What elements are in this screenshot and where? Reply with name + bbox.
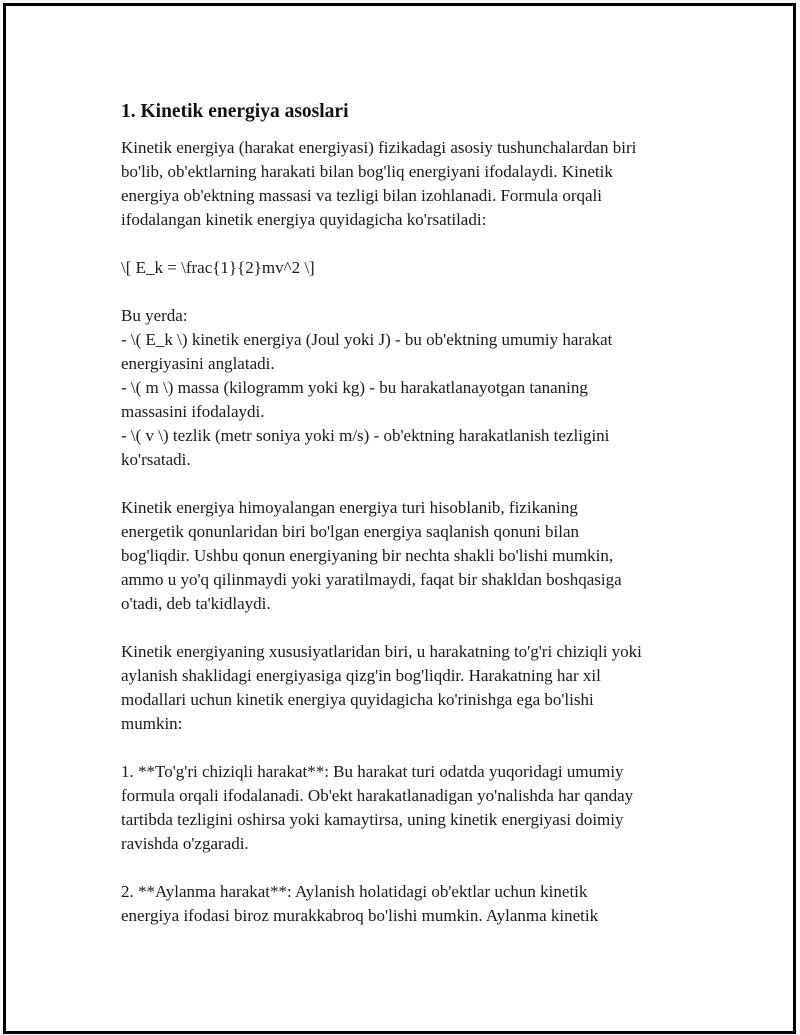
- text-line: formula orqali ifodalanadi. Ob'ekt harakatlanadigan yo'nalishda har qanday: [121, 786, 634, 805]
- text-line: bo'lib, ob'ektlarning harakati bilan bog'liq energiyani ifodalaydi. Kinetik: [121, 162, 613, 181]
- text-line: 2. **Aylanma harakat**: Aylanish holatidagi ob'ektlar uchun kinetik: [121, 882, 588, 901]
- paragraph-conservation: [121, 496, 701, 616]
- paragraph-properties: [121, 640, 701, 736]
- paragraph-definitions: [121, 304, 701, 472]
- formula-text: \[ E_k = \frac{1}{2}mv^2 \]: [121, 258, 315, 277]
- text-line: bog'liqdir. Ushbu qonun energiyaning bir nechta shakli bo'lishi mumkin,: [121, 546, 614, 565]
- list-item-rotational: [121, 880, 701, 928]
- text-line: Bu yerda:: [121, 306, 188, 325]
- text-line: aylanish shaklidagi energiyasiga qizg'in bog'liqdir. Harakatning har xil: [121, 666, 601, 685]
- list-item-linear: [121, 760, 701, 856]
- text-line: Kinetik energiya himoyalangan energiya turi hisoblanib, fizikaning: [121, 498, 578, 517]
- section-heading: 1. Kinetik energiya asoslari: [121, 101, 349, 122]
- text-line: modallari uchun kinetik energiya quyidagicha ko'rinishga ega bo'lishi: [121, 690, 594, 709]
- text-line: - \( v \) tezlik (metr soniya yoki m/s) - ob'ektning harakatlanish tezligini: [121, 426, 610, 445]
- text-line: Kinetik energiya (harakat energiyasi) fizikadagi asosiy tushunchalardan biri: [121, 138, 637, 157]
- text-line: mumkin:: [121, 714, 183, 733]
- document-body: [121, 98, 701, 952]
- paragraph-intro: [121, 136, 701, 232]
- text-line: energetik qonunlaridan biri bo'lgan energiya saqlanish qonuni bilan: [121, 522, 580, 541]
- text-line: energiyasini anglatadi.: [121, 354, 275, 373]
- page-frame: [3, 3, 796, 1034]
- text-line: - \( E_k \) kinetik energiya (Joul yoki J) - bu ob'ektning umumiy harakat: [121, 330, 613, 349]
- text-line: ifodalangan kinetik energiya quyidagicha ko'rsatiladi:: [121, 210, 487, 229]
- formula-line: [121, 256, 701, 280]
- text-line: o'tadi, deb ta'kidlaydi.: [121, 594, 271, 613]
- text-line: 1. **To'g'ri chiziqli harakat**: Bu harakat turi odatda yuqoridagi umumiy: [121, 762, 624, 781]
- text-line: Kinetik energiyaning xususiyatlaridan biri, u harakatning to'g'ri chiziqli yoki: [121, 642, 642, 661]
- text-line: ammo u yo'q qilinmaydi yoki yaratilmaydi, faqat bir shakldan boshqasiga: [121, 570, 622, 589]
- text-line: ravishda o'zgaradi.: [121, 834, 249, 853]
- text-line: massasini ifodalaydi.: [121, 402, 265, 421]
- text-line: - \( m \) massa (kilogramm yoki kg) - bu harakatlanayotgan tananing: [121, 378, 588, 397]
- text-line: tartibda tezligini oshirsa yoki kamaytirsa, uning kinetik energiyasi doimiy: [121, 810, 624, 829]
- text-line: energiya ifodasi biroz murakkabroq bo'lishi mumkin. Aylanma kinetik: [121, 906, 599, 925]
- text-line: energiya ob'ektning massasi va tezligi bilan izohlanadi. Formula orqali: [121, 186, 602, 205]
- text-line: ko'rsatadi.: [121, 450, 191, 469]
